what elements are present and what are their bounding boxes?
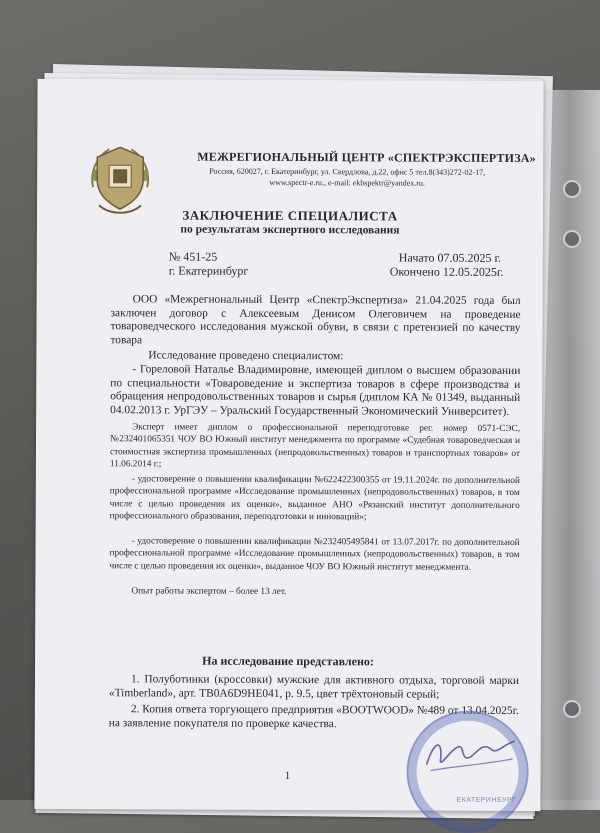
- org-address-line: Россия, 620027, г. Екатеринбург, ул. Свердлова, д.22, офис 5 тел.8(343)272-02-17,: [209, 166, 486, 177]
- retraining-diploma: Эксперт имеет диплом о профессиональной переподготовке рег. номер 0571-СЭС, №232401065351 ЧОУ ВО Южный институт менеджмента по программе «Судебная товароведческая и стоимостная экспертиза промышленных (непродовольственных) товаров и транспортных товаров» от 11.06.2014 г.;: [109, 422, 521, 470]
- specialist-details: - Гореловой Наталье Владимировне, имеющей диплом о высшем образовании по специальности «Товароведение и экспертиза товаров в сфере производства и обращения непродовольственных товаров и сырья (диплом КА № 01349, выданный 04.02.2013 г. УрГЭУ – Уральский Государственный Экономический Университет).: [110, 363, 521, 418]
- end-date: Окончено 12.05.2025г.: [389, 264, 504, 279]
- submitted-heading: На исследование представлено:: [202, 653, 374, 669]
- org-name: МЕЖРЕГИОНАЛЬНЫЙ ЦЕНТР «СПЕКТРЭКСПЕРТИЗА»: [197, 149, 536, 166]
- document-city: г. Екатеринбург: [168, 263, 249, 278]
- punch-hole: [563, 180, 581, 198]
- specialist-intro: Исследование проведено специалистом:: [148, 349, 344, 363]
- qualification-cert-1: - удостоверение о повышении квалификации №622422300355 от 19.11.2024г. по дополнительной профессиональной программе «Исследование промышленных (непродовольственных) товаров, в том числе с целью проведения их оценки», выданное АНО «Рязанский институт дополнительного профессионального образования, переподготовки и инноваций»;: [109, 474, 520, 523]
- qualification-cert-2: - удостоверение о повышении квалификации №232405495841 от 13.07.2017г. по дополнительной профессиональной программе «Исследование промышленных (непродовольственных) товаров, в том числе с целью проведения их оценки», выданное ЧОУ ВО Южный институт менеджмента.: [109, 536, 520, 573]
- org-contact-line: www.spectr-e.ru., e-mail: ekbspektr@yandex.ru.: [269, 177, 425, 188]
- punch-hole: [563, 230, 581, 248]
- experience-note: Опыт работы экспертом – более 13 лет.: [131, 586, 287, 597]
- page-number: 1: [284, 769, 291, 783]
- submitted-item-1: 1. Полуботинки (кроссовки) мужские для активного отдыха, торговой марки «Timberland», арт. TB0A6D9HE041, р. 9.5, цвет трёхтоновый серый;: [108, 673, 519, 701]
- org-address: [182, 166, 512, 189]
- submitted-item-2: 2. Копия ответа торгующего предприятия «BOOTWOOD» №489 от 13.04.2025г. на заявление покупателя по проверке качества.: [108, 703, 519, 730]
- intro-paragraph: ООО «Межрегиональный Центр «СпектрЭкспертиза» 21.04.2025 года был заключен договор с Алексеевым Денисом Олеговичем на проведение товароведческого исследования мужской обуви, в связи с претензией по качеству товара: [110, 293, 521, 347]
- start-date: Начато 07.05.2025 г.: [398, 250, 502, 265]
- punch-hole: [563, 700, 581, 718]
- document-subtitle: по результатам экспертного исследования: [180, 223, 400, 237]
- document-title: ЗАКЛЮЧЕНИЕ СПЕЦИАЛИСТА: [182, 207, 398, 224]
- document-page: [34, 79, 543, 811]
- stamp-label: ЕКАТЕРИНБУРГ: [456, 796, 517, 804]
- document-number: № 451-25: [168, 249, 218, 264]
